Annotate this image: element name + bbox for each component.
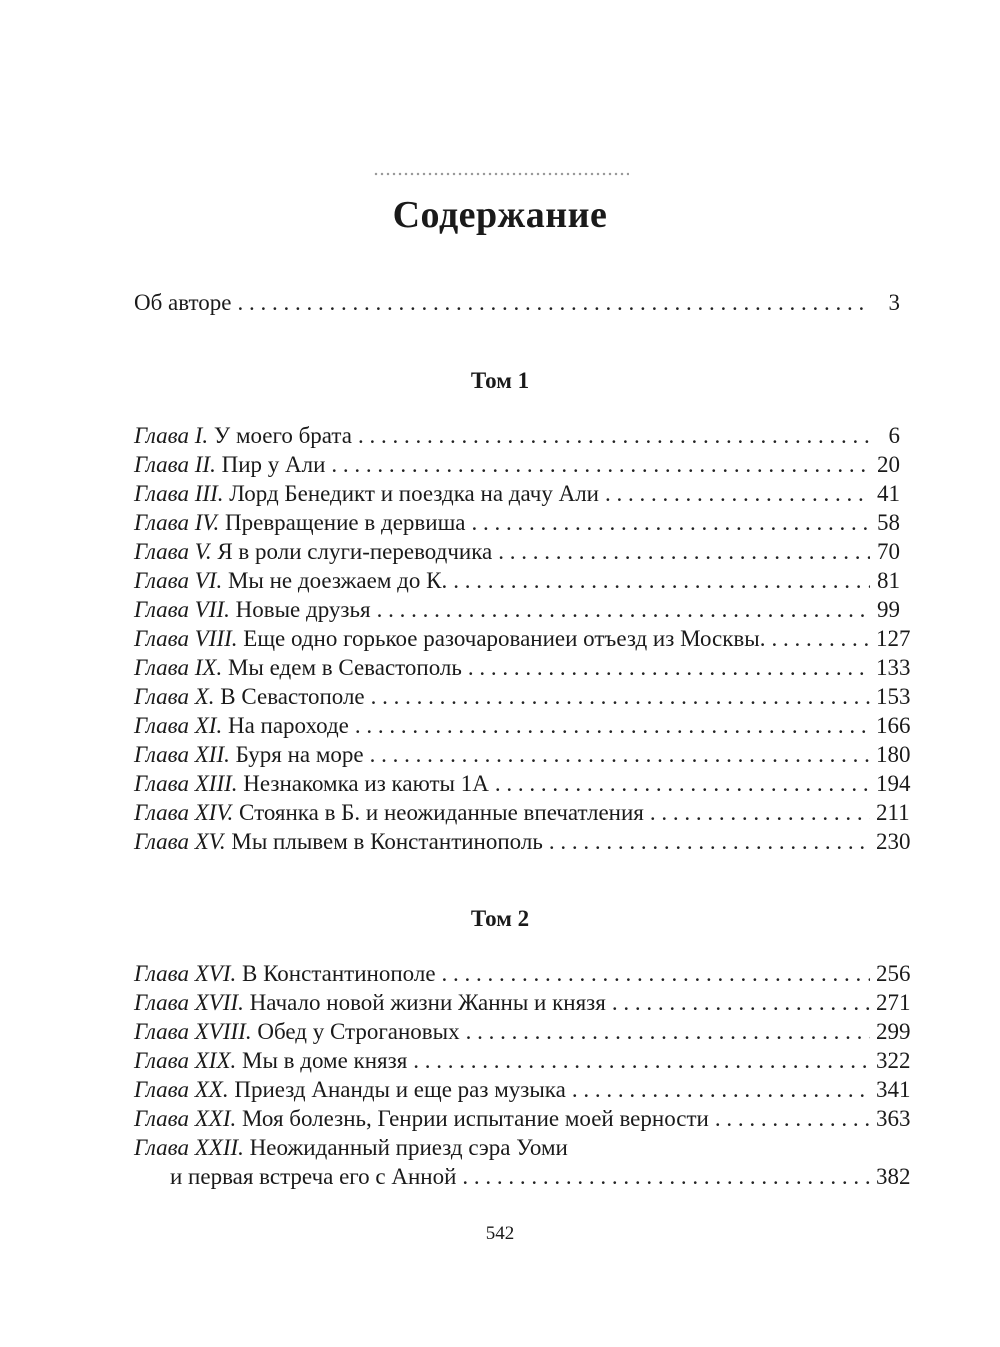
entry-page: 341 [876, 1077, 911, 1102]
toc-entry-xxii [134, 1133, 911, 1191]
entry-page: 41 [877, 481, 900, 506]
toc-entry [134, 479, 900, 508]
dot-leader [771, 624, 870, 653]
toc-entry [134, 740, 911, 769]
volume-2-heading: Том 2 [470, 906, 530, 931]
toc-entry-about [134, 288, 900, 317]
dot-leader [442, 959, 870, 988]
toc-entry [134, 537, 900, 566]
dot-leader [549, 827, 870, 856]
entry-chapter: Глава XVII. [134, 990, 244, 1015]
toc-entry [134, 508, 900, 537]
entry-title: Обед у Строгановых [257, 1019, 460, 1044]
entry-chapter: Глава XXI. [134, 1106, 237, 1131]
dot-leader [238, 288, 870, 317]
toc-entry [134, 827, 911, 856]
toc-entry [134, 595, 900, 624]
toc-entry [134, 711, 911, 740]
entry-title: На пароходе [227, 713, 349, 738]
entry-title: Стоянка в Б. и неожиданные впечатления [239, 800, 644, 825]
entry-title: Начало новой жизни Жанны и князя [249, 990, 606, 1015]
entry-title: Превращение в дервиша [225, 510, 466, 535]
entry-page: 363 [876, 1106, 911, 1131]
dot-leader [605, 479, 870, 508]
entry-page: 58 [877, 510, 900, 535]
entry-title: и первая встреча его с Анной [170, 1164, 457, 1189]
volume-1-heading: Том 1 [470, 368, 530, 393]
toc-entry [134, 653, 911, 682]
entry-chapter: Глава II. [134, 452, 216, 477]
entry-chapter: Глава I. [134, 423, 209, 448]
entry-chapter: Глава XVI. [134, 961, 237, 986]
entry-page: 230 [876, 829, 911, 854]
entry-chapter: Глава X. [134, 684, 215, 709]
entry-title: Незнакомка из каюты 1А [243, 771, 489, 796]
entry-page: 180 [876, 742, 911, 767]
dot-leader [371, 682, 870, 711]
entry-title: Мы едем в Севастополь [227, 655, 462, 680]
entry-chapter: Глава XIX. [134, 1048, 237, 1073]
entry-title: Мы не доезжаем до К. [227, 568, 448, 593]
dot-leader [358, 421, 870, 450]
entry-chapter: Глава XIII. [134, 771, 238, 796]
entry-page: 70 [877, 539, 900, 564]
toc-entry [134, 798, 910, 827]
entry-title: Буря на море [235, 742, 364, 767]
toc-entry [134, 682, 911, 711]
toc-entry [134, 624, 911, 653]
entry-title: У моего брата [213, 423, 352, 448]
entry-chapter: Глава XIV. [134, 800, 234, 825]
entry-title: Я в роли слуги-переводчика [217, 539, 493, 564]
toc-entry [134, 1104, 911, 1133]
entry-title: Приезд Ананды и еще раз музыка [234, 1077, 566, 1102]
entry-chapter: Глава XX. [134, 1077, 229, 1102]
dot-leader [355, 711, 870, 740]
dot-leader [462, 1162, 870, 1191]
entry-page: 194 [876, 771, 911, 796]
volume-1-entries [134, 421, 911, 856]
entry-chapter: Глава XV. [134, 829, 226, 854]
dotted-ornament [373, 171, 629, 177]
entry-chapter: Глава XI. [134, 713, 223, 738]
entry-chapter: Глава IX. [134, 655, 223, 680]
entry-title: Пир у Али [221, 452, 326, 477]
dot-leader [612, 988, 870, 1017]
toc-entry [134, 1017, 911, 1046]
entry-chapter: Глава XXII. [134, 1135, 244, 1160]
entry-page: 20 [877, 452, 900, 477]
toc-entry-line [134, 1162, 911, 1191]
entry-title: Еще одно горькое разочарованиеи отъезд из Москвы. [243, 626, 766, 651]
dot-leader [472, 508, 871, 537]
entry-title: Неожиданный приезд сэра Уоми [249, 1135, 568, 1160]
dot-leader [498, 537, 870, 566]
entry-page: 382 [876, 1164, 911, 1189]
toc-entry [134, 1075, 911, 1104]
entry-chapter: Глава VIII. [134, 626, 238, 651]
entry-title: Об авторе [134, 290, 232, 315]
entry-chapter: Глава III. [134, 481, 224, 506]
entry-page: 3 [888, 290, 900, 315]
dot-leader [370, 740, 870, 769]
entry-page: 81 [877, 568, 900, 593]
entry-page: 99 [877, 597, 900, 622]
entry-chapter: Глава V. [134, 539, 212, 564]
entry-title: В Константинополе [242, 961, 436, 986]
toc-entry [134, 959, 911, 988]
entry-page: 153 [876, 684, 911, 709]
entry-page: 299 [876, 1019, 911, 1044]
entry-title: Моя болезнь, Генрии испытание моей верности [242, 1106, 709, 1131]
toc-entry [134, 769, 911, 798]
entry-title: Лорд Бенедикт и поездка на дачу Али [229, 481, 599, 506]
dot-leader [377, 595, 870, 624]
entry-title: Мы в доме князя [242, 1048, 408, 1073]
entry-page: 127 [876, 626, 911, 651]
dot-leader [331, 450, 870, 479]
toc-entry [134, 450, 900, 479]
volume-2-entries [134, 959, 911, 1133]
entry-chapter: Глава IV. [134, 510, 220, 535]
dot-leader [650, 798, 870, 827]
entry-page: 256 [876, 961, 911, 986]
dot-leader [572, 1075, 870, 1104]
entry-page: 6 [888, 423, 900, 448]
entry-chapter: Глава XII. [134, 742, 230, 767]
entry-page: 271 [876, 990, 911, 1015]
dot-leader [468, 653, 870, 682]
entry-title: Мы плывем в Константинополь [231, 829, 543, 854]
toc-entry [134, 566, 900, 595]
entry-page: 211 [876, 800, 910, 825]
entry-title: Новые друзья [235, 597, 371, 622]
dot-leader [413, 1046, 870, 1075]
toc-entry-line [134, 1133, 900, 1162]
page-title: Содержание [392, 194, 608, 236]
entry-title: В Севастополе [220, 684, 365, 709]
dot-leader [715, 1104, 870, 1133]
toc-entry [134, 421, 900, 450]
about-entry-block [134, 288, 900, 317]
toc-entry [134, 1046, 911, 1075]
entry-chapter: Глава VII. [134, 597, 230, 622]
dot-leader [466, 1017, 870, 1046]
entry-chapter: Глава XVIII. [134, 1019, 252, 1044]
entry-page: 133 [876, 655, 911, 680]
toc-entry [134, 988, 911, 1017]
dot-leader [453, 566, 870, 595]
dot-leader [495, 769, 870, 798]
entry-chapter: Глава VI. [134, 568, 223, 593]
entry-page: 166 [876, 713, 911, 738]
page-number: 542 [485, 1223, 515, 1244]
entry-page: 322 [876, 1048, 911, 1073]
